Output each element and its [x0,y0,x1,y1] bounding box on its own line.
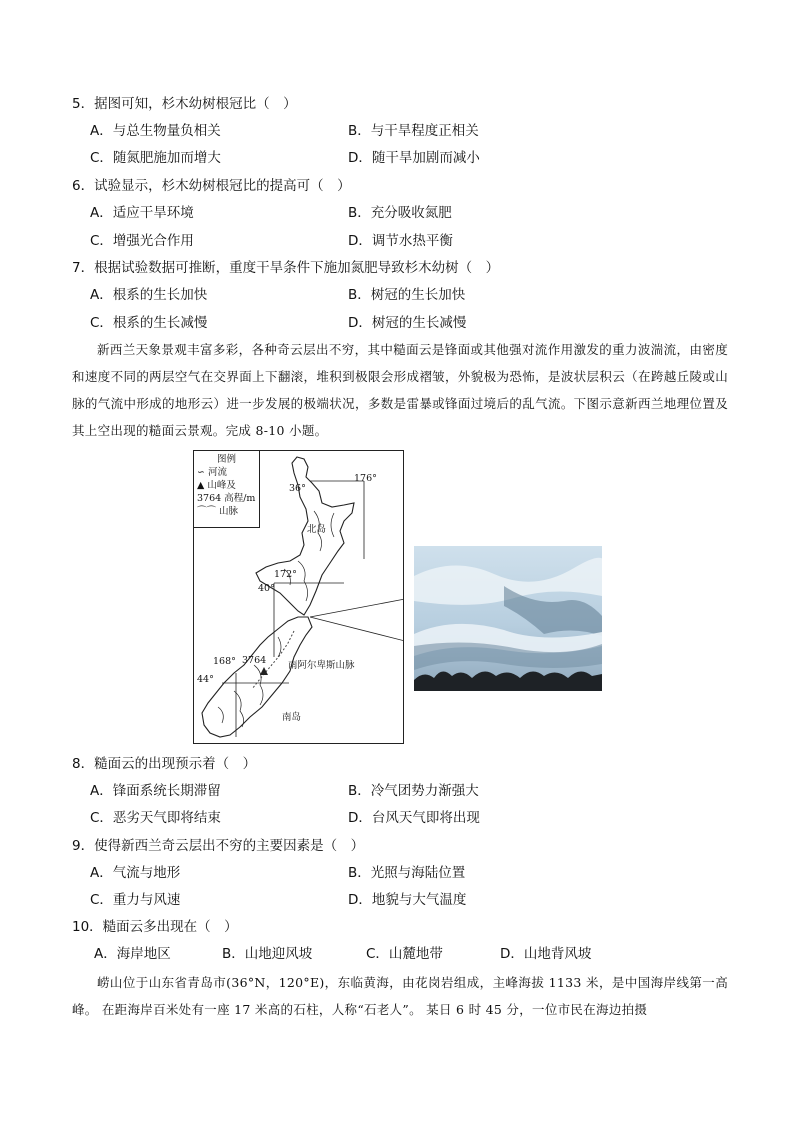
question-5-option-c: C．随氮肥施加而增大 [90,150,221,166]
question-7-option-a: A．根系的生长加快 [90,287,208,303]
question-7-option-d: D．树冠的生长减慢 [348,315,467,331]
label-southern-alps: 南阿尔卑斯山脉 [288,660,355,671]
question-10-option-c: C．山麓地带 [366,946,443,962]
question-9-option-a: A．气流与地形 [90,865,181,881]
peak-icon: ▲ [197,480,208,491]
question-9-option-d: D．地貌与大气温度 [348,892,467,908]
legend-peak-line1: 山峰及 [207,480,236,491]
question-5-option-a: A．与总生物量负相关 [90,123,221,139]
question-5-option-b: B．与干旱程度正相关 [348,123,479,139]
label-north-island: 北岛 [307,524,327,535]
question-6-stem: 6．试验显示，杉木幼树根冠比的提高可（ ） [72,178,351,194]
question-8-option-c: C．恶劣天气即将结束 [90,810,221,826]
legend-mountain: 山脉 [219,506,239,517]
question-5-option-d: D．随干旱加剧而减小 [348,150,480,166]
question-8-option-d: D．台风天气即将出现 [348,810,480,826]
question-7-option-b: B．树冠的生长加快 [348,287,466,303]
label-lat-36: 36° [289,483,306,494]
label-lat-40: 40° [258,583,275,594]
question-9-option-c: C．重力与风速 [90,892,181,908]
asperitas-cloud-photo [414,546,602,691]
question-10-option-b: B．山地迎风坡 [222,946,313,962]
question-9-stem: 9．使得新西兰奇云层出不穷的主要因素是（ ） [72,838,365,854]
label-lon-172: 172° [274,569,297,580]
question-5-stem: 5．据图可知，杉木幼树根冠比（ ） [72,96,297,112]
label-south-island: 南岛 [282,712,302,723]
label-peak-elevation: 3764 [242,655,267,666]
question-6-option-a: A．适应干旱环境 [90,205,194,221]
question-7-option-c: C．根系的生长减慢 [90,315,208,331]
question-10-option-d: D．山地背风坡 [500,946,592,962]
question-10-option-a: A．海岸地区 [94,946,171,962]
map-legend [194,451,260,528]
new-zealand-map [193,450,404,744]
question-10-stem: 10．糙面云多出现在（ ） [72,919,238,935]
question-8-option-a: A．锋面系统长期滞留 [90,783,221,799]
passage-new-zealand: 新西兰天象景观丰富多彩，各种奇云层出不穷，其中糙面云是锋面或其他强对流作用激发的重力波湍流，由密度和速度不同的两层空气在交界面上下翻滚，堆积到极限会形成褶皱，外貌极为恐怖，是波状层积云（在跨越丘陵或山脉的气流中形成的地形云）进一步发展的极端状况，多数是雷暴或锋面过境后的乱气流。下图示意新西兰地理位置及其上空出现的糙面云景观。完成 8-10 小题。 [72,342,728,438]
label-lat-44: 44° [197,674,214,685]
cloud-photo-graphic [414,546,602,691]
question-7-stem: 7．根据试验数据可推断，重度干旱条件下施加氮肥导致杉木幼树（ ） [72,260,500,276]
mountain-icon: ⌒⌒ [197,506,220,517]
label-lon-168: 168° [213,656,236,667]
passage-laoshan: 崂山位于山东省青岛市(36°N，120°E)，东临黄海，由花岗岩组成，主峰海拔 1133 米，是中国海岸线第一高峰。 在距海岸百米处有一座 17 米高的石柱，人称“石老人”。 某日 6 时 45 分，一位市民在海边拍摄 [72,975,728,1017]
river-icon: ∽ [197,467,208,478]
question-6-option-b: B．充分吸收氮肥 [348,205,452,221]
label-lon-176: 176° [354,473,377,484]
legend-river: 河流 [207,467,227,478]
legend-title: 图例 [216,454,236,465]
question-10-options [94,944,591,964]
question-8-option-b: B．冷气团势力渐强大 [348,783,479,799]
question-6-option-c: C．增强光合作用 [90,233,194,249]
question-6-option-d: D．调节水热平衡 [348,233,453,249]
question-8-stem: 8．糙面云的出现预示着（ ） [72,756,257,772]
question-9-option-b: B．光照与海陆位置 [348,865,466,881]
legend-peak-line2: 3764 高程/m [197,493,256,504]
